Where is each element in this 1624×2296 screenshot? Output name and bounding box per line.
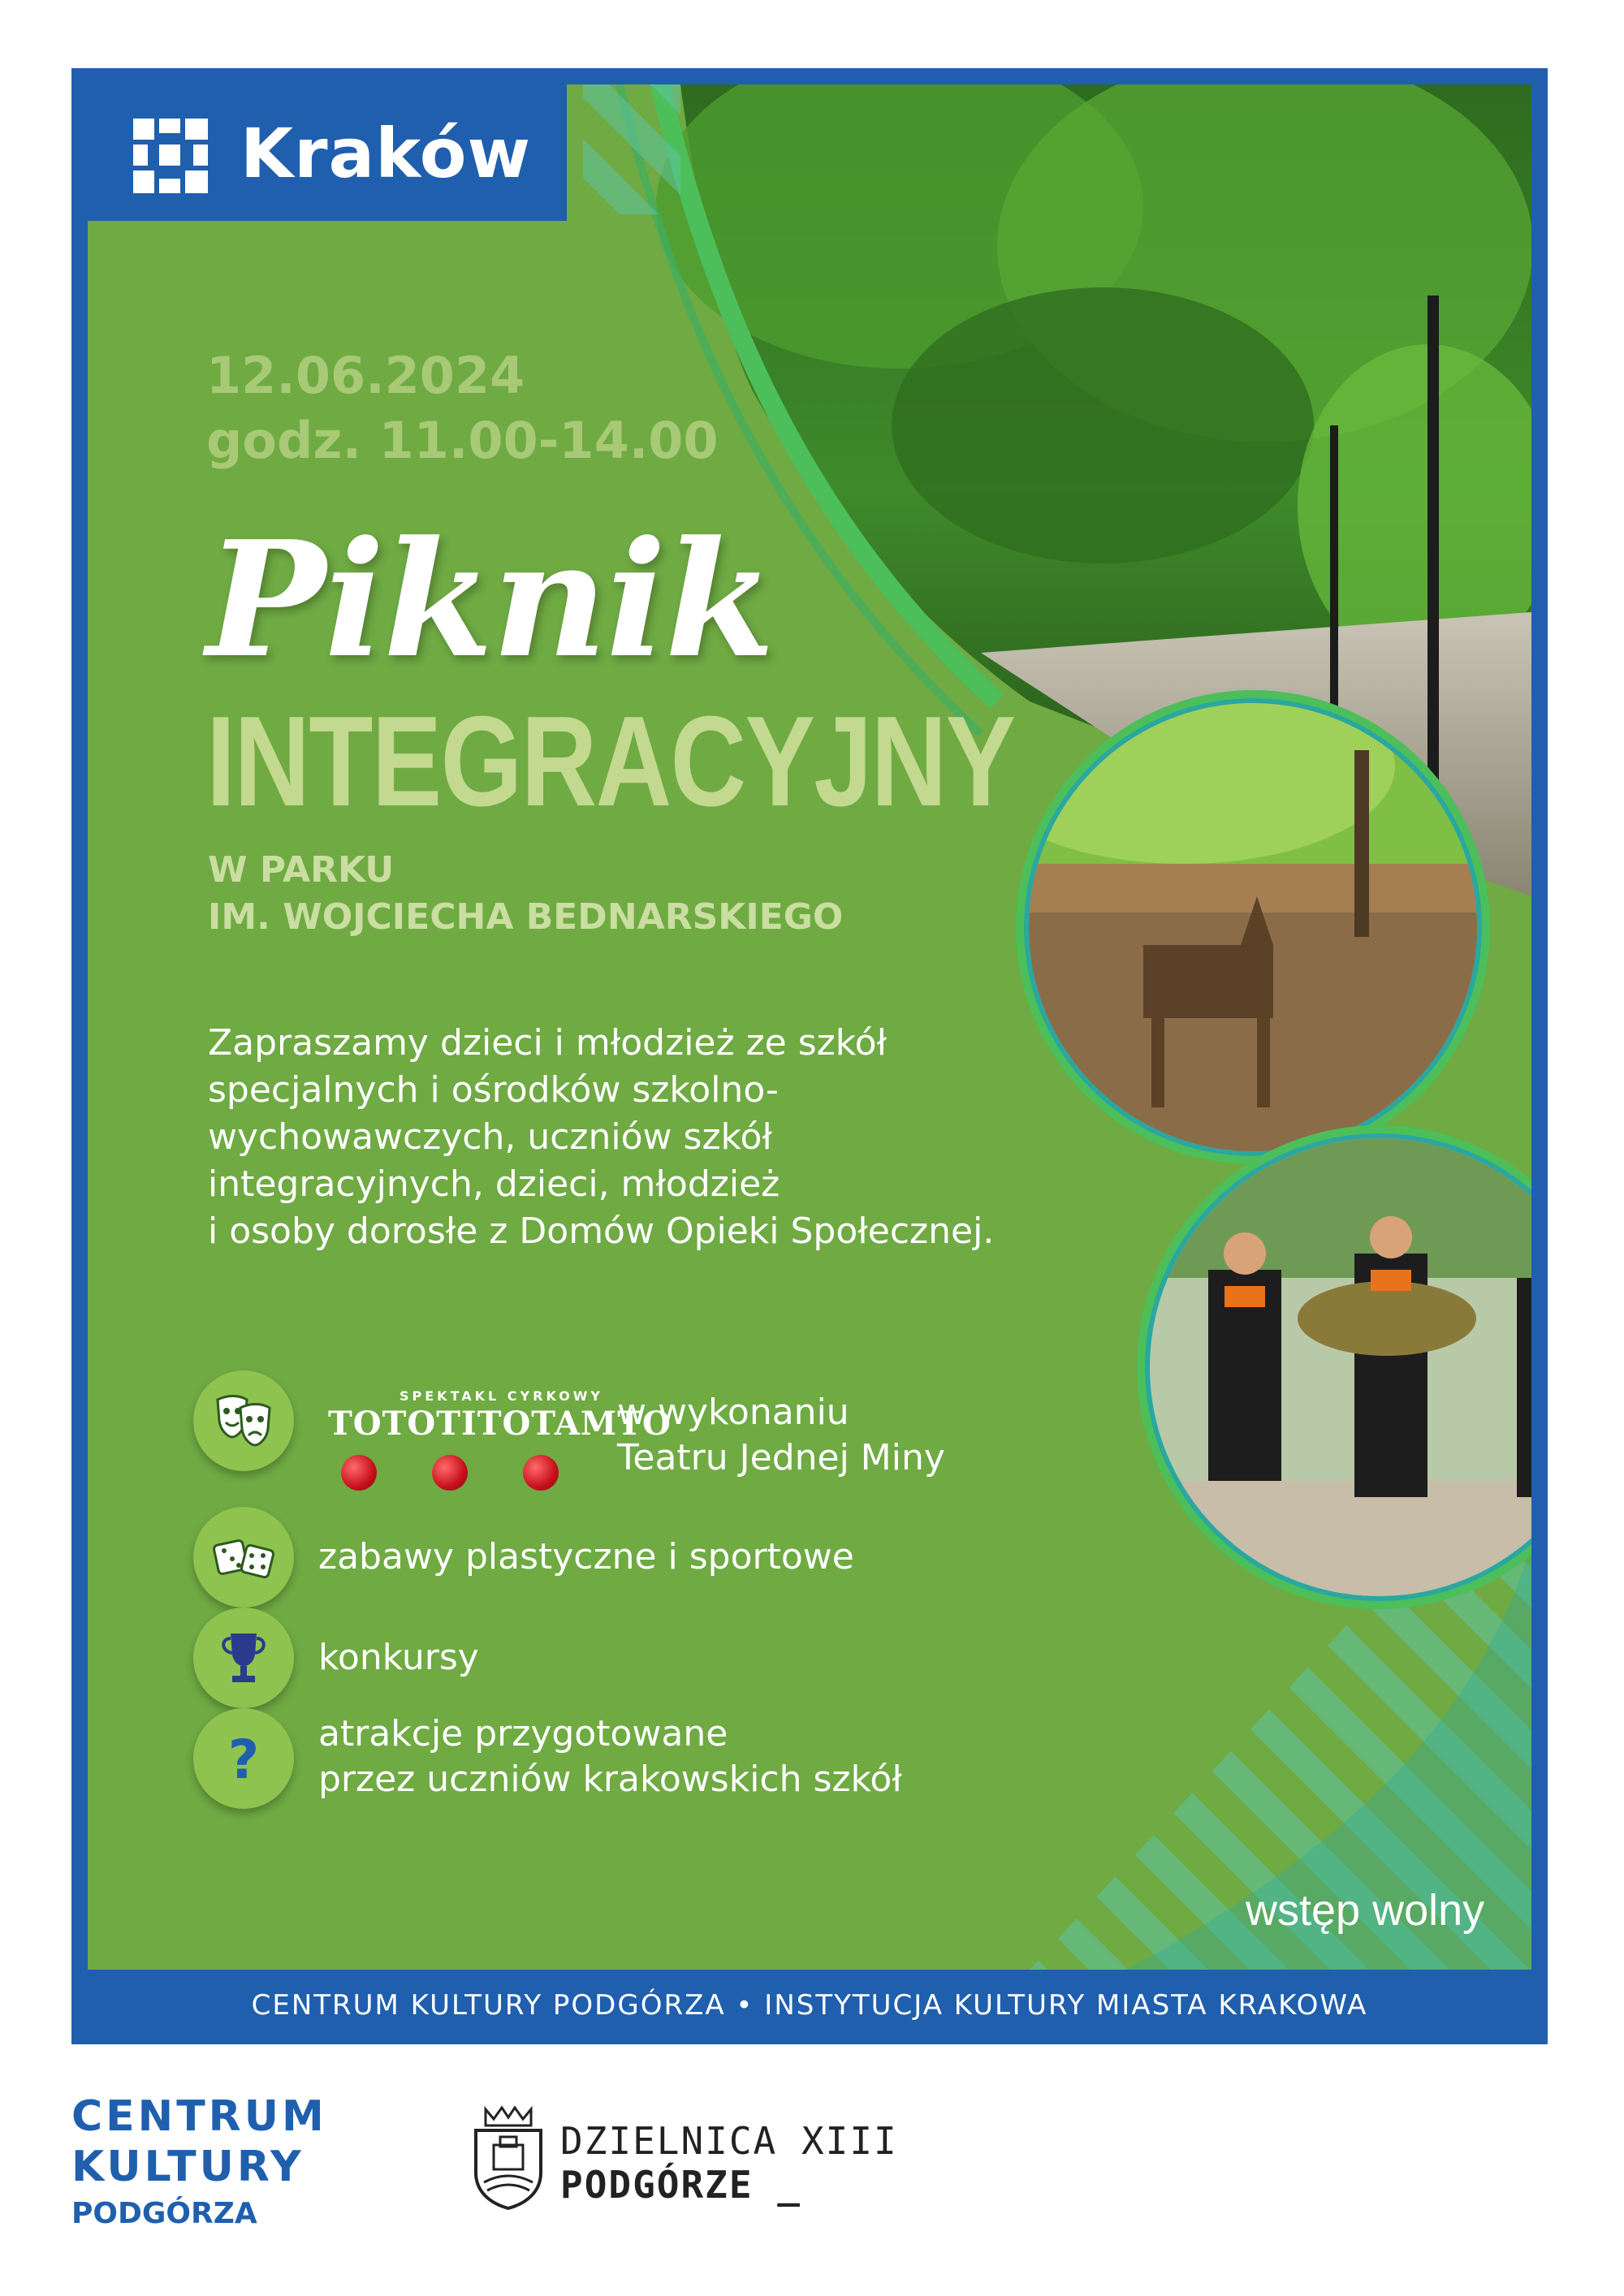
centrum-kultury-podgorza-logo <box>71 2091 327 2230</box>
trophy-icon <box>193 1608 294 1708</box>
event-date: 12.06.2024 <box>206 346 525 405</box>
red-ball-icon <box>341 1455 377 1491</box>
attractions-line-1: atrakcje przygotowane <box>318 1713 728 1754</box>
invitation-line: Zapraszamy dzieci i młodzież ze szkół <box>208 1022 888 1064</box>
svg-text:?: ? <box>227 1728 260 1791</box>
location-line-2: IM. WOJCIECHA BEDNARSKIEGO <box>208 896 844 938</box>
red-ball-icon <box>432 1455 468 1491</box>
red-ball-icon <box>523 1455 559 1491</box>
location-line-1: W PARKU <box>208 849 395 891</box>
invitation-line: specjalnych i ośrodków szkolno- <box>208 1069 779 1111</box>
ckp-logo-line-3: PODGÓRZA <box>71 2197 257 2230</box>
event-title-main: INTEGRACYJNY <box>206 690 1015 833</box>
ckp-logo-line-2: KULTURY <box>71 2143 304 2191</box>
invitation-line: integracyjnych, dzieci, młodzież <box>208 1163 780 1205</box>
poster-frame <box>71 68 1548 2044</box>
district-logo-line-2: PODGÓRZE _ <box>560 2163 801 2207</box>
free-entry-label: wstęp wolny <box>1246 1886 1485 1935</box>
district-logo-line-1: DZIELNICA XIII <box>560 2119 898 2163</box>
ckp-logo-line-1: CENTRUM <box>71 2092 327 2141</box>
poster <box>88 84 1531 1970</box>
show-name: TOTOTITOTAMTO <box>328 1405 672 1443</box>
krakow-logo <box>88 84 567 221</box>
contests-text: konkursy <box>318 1637 479 1678</box>
footer-organizer-text: CENTRUM KULTURY PODGÓRZA • INSTYTUCJA KULTURY MIASTA KRAKOWA <box>251 1989 1368 2022</box>
event-hours: godz. 11.00-14.00 <box>206 411 719 470</box>
invitation-text <box>208 1020 1085 1255</box>
question-mark-icon <box>193 1708 294 1809</box>
event-title-script: Piknik <box>206 507 774 693</box>
dice-icon <box>193 1507 294 1608</box>
invitation-line: wychowawczych, uczniów szkół <box>208 1116 772 1158</box>
show-performer-line-2: Teatru Jednej Miny <box>617 1437 945 1478</box>
attractions-line-2: przez uczniów krakowskich szkół <box>318 1759 902 1800</box>
games-text: zabawy plastyczne i sportowe <box>318 1536 854 1577</box>
show-tag: SPEKTAKL CYRKOWY <box>400 1388 603 1404</box>
invitation-line: i osoby dorosłe z Domów Opieki Społecznej. <box>208 1211 995 1252</box>
krakow-logo-mark-icon <box>130 115 211 196</box>
district-crest-icon <box>469 2101 547 2212</box>
krakow-logo-text: Kraków <box>240 114 532 193</box>
theater-masks-icon <box>193 1370 294 1471</box>
show-performer-line-1: w wykonaniu <box>617 1392 849 1433</box>
